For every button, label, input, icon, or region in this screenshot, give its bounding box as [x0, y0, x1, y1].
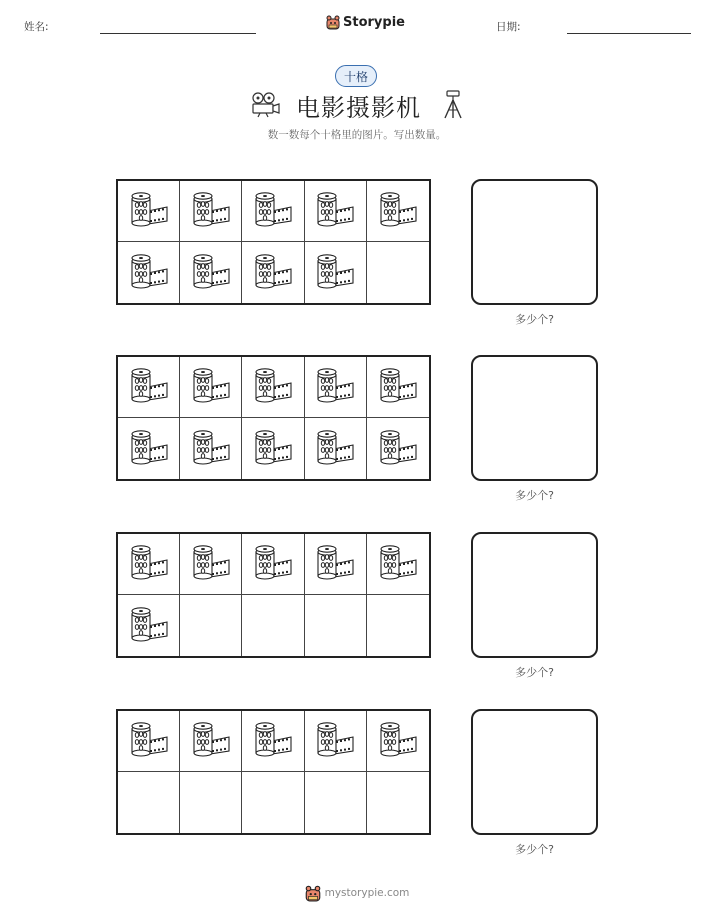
- ten-frame-cell: [305, 711, 367, 772]
- ten-frame-cell: [367, 357, 429, 418]
- how-many-label: 多少个?: [515, 313, 554, 326]
- film-reel-icon: [378, 721, 418, 761]
- how-many-label: 多少个?: [515, 843, 554, 856]
- how-many-label: 多少个?: [515, 666, 554, 679]
- date-line[interactable]: [567, 33, 691, 34]
- ten-frame-1: [116, 179, 431, 305]
- film-reel-icon: [129, 429, 169, 469]
- ten-frame-cell: [180, 772, 242, 833]
- name-line[interactable]: [100, 33, 256, 34]
- film-reel-icon: [191, 253, 231, 293]
- ten-frame-2: [116, 355, 431, 481]
- ten-frame-3: [116, 532, 431, 658]
- ten-frame-cell: [180, 418, 242, 479]
- instruction-text: 数一数每个十格里的图片。写出数量。: [267, 129, 447, 141]
- footer: [0, 884, 714, 902]
- film-reel-icon: [315, 191, 355, 231]
- film-reel-icon: [129, 721, 169, 761]
- ten-frame-badge: 十格: [335, 65, 377, 87]
- answer-box-1[interactable]: [471, 179, 598, 305]
- film-reel-icon: [129, 253, 169, 293]
- film-reel-icon: [253, 367, 293, 407]
- tripod-icon: [442, 90, 464, 120]
- ten-frame-cell: [242, 772, 304, 833]
- pie-mascot-icon: [326, 14, 340, 30]
- ten-frame-cell: [180, 534, 242, 595]
- ten-frame-cell: [242, 242, 304, 303]
- film-reel-icon: [315, 429, 355, 469]
- ten-frame-cell: [118, 181, 180, 242]
- ten-frame-cell: [305, 181, 367, 242]
- film-reel-icon: [253, 191, 293, 231]
- ten-frame-cell: [118, 711, 180, 772]
- ten-frame-cell: [242, 711, 304, 772]
- film-reel-icon: [191, 367, 231, 407]
- ten-frame-cell: [180, 711, 242, 772]
- how-many-label: 多少个?: [515, 489, 554, 502]
- ten-frame-cell: [118, 772, 180, 833]
- film-reel-icon: [253, 429, 293, 469]
- ten-frame-cell: [242, 357, 304, 418]
- ten-frame-cell: [180, 357, 242, 418]
- ten-frame-cell: [118, 357, 180, 418]
- ten-frame-cell: [367, 772, 429, 833]
- movie-camera-icon: [250, 92, 280, 118]
- ten-frame-cell: [118, 595, 180, 656]
- brand-logo: [326, 14, 405, 30]
- page-title: 电影摄影机: [296, 94, 421, 122]
- film-reel-icon: [129, 544, 169, 584]
- ten-frame-cell: [118, 242, 180, 303]
- ten-frame-cell: [305, 357, 367, 418]
- footer-url: mystorypie.com: [324, 887, 410, 899]
- film-reel-icon: [253, 721, 293, 761]
- film-reel-icon: [191, 429, 231, 469]
- film-reel-icon: [253, 253, 293, 293]
- film-reel-icon: [378, 191, 418, 231]
- ten-frame-cell: [180, 595, 242, 656]
- film-reel-icon: [315, 367, 355, 407]
- ten-frame-cell: [367, 181, 429, 242]
- ten-frame-cell: [305, 772, 367, 833]
- film-reel-icon: [191, 544, 231, 584]
- film-reel-icon: [129, 606, 169, 646]
- ten-frame-cell: [242, 418, 304, 479]
- ten-frame-cell: [367, 595, 429, 656]
- ten-frame-cell: [305, 534, 367, 595]
- film-reel-icon: [378, 367, 418, 407]
- ten-frame-cell: [118, 534, 180, 595]
- answer-box-2[interactable]: [471, 355, 598, 481]
- ten-frame-cell: [367, 242, 429, 303]
- date-label: 日期:: [496, 21, 521, 33]
- answer-box-3[interactable]: [471, 532, 598, 658]
- ten-frame-4: [116, 709, 431, 835]
- pie-mascot-icon: [305, 884, 321, 902]
- film-reel-icon: [315, 544, 355, 584]
- name-label: 姓名:: [24, 21, 49, 33]
- ten-frame-cell: [180, 181, 242, 242]
- answer-box-4[interactable]: [471, 709, 598, 835]
- film-reel-icon: [315, 253, 355, 293]
- film-reel-icon: [191, 191, 231, 231]
- film-reel-icon: [253, 544, 293, 584]
- film-reel-icon: [315, 721, 355, 761]
- film-reel-icon: [129, 191, 169, 231]
- film-reel-icon: [378, 544, 418, 584]
- ten-frame-cell: [118, 418, 180, 479]
- ten-frame-cell: [242, 534, 304, 595]
- film-reel-icon: [378, 429, 418, 469]
- brand-name: Storypie: [343, 14, 405, 30]
- film-reel-icon: [129, 367, 169, 407]
- ten-frame-cell: [242, 595, 304, 656]
- ten-frame-cell: [305, 595, 367, 656]
- ten-frame-cell: [242, 181, 304, 242]
- ten-frame-cell: [367, 418, 429, 479]
- ten-frame-cell: [367, 711, 429, 772]
- ten-frame-cell: [367, 534, 429, 595]
- film-reel-icon: [191, 721, 231, 761]
- ten-frame-cell: [305, 418, 367, 479]
- ten-frame-cell: [305, 242, 367, 303]
- ten-frame-cell: [180, 242, 242, 303]
